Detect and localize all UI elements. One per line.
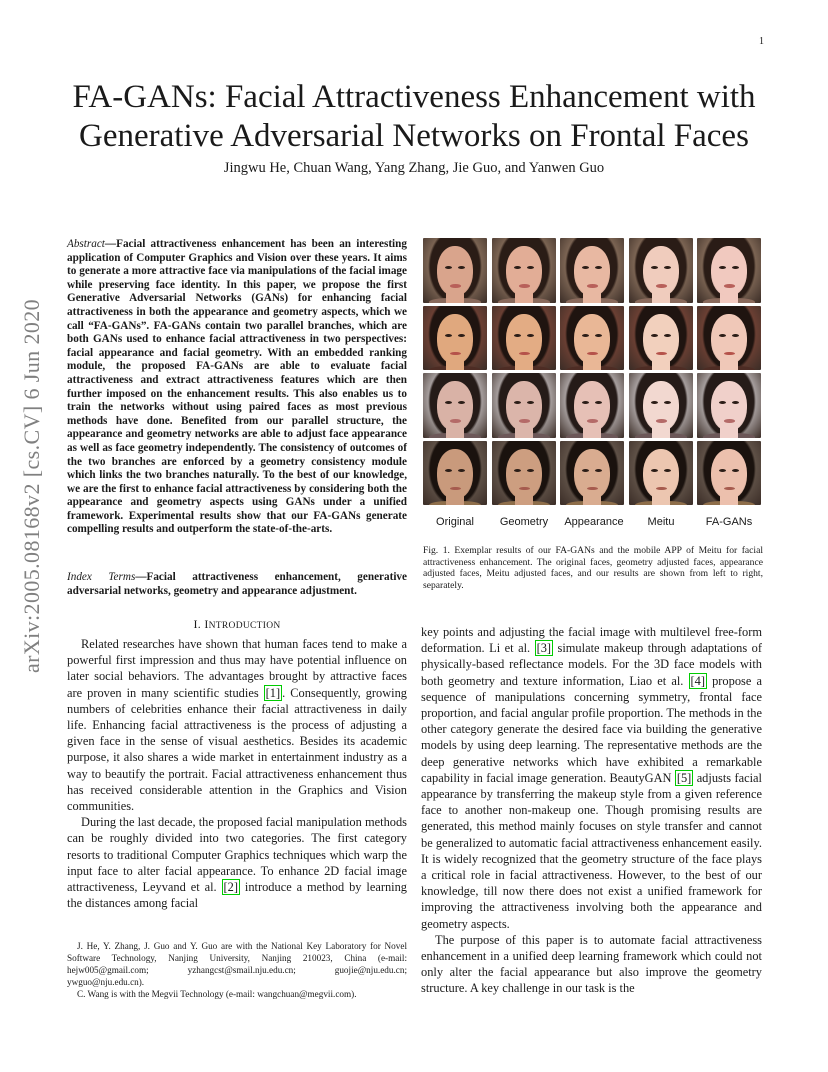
face	[437, 246, 473, 296]
text-run: propose a sequence of manipulations concerning symmetry, frontal face proportion, and facial angular profile proportion. The methods in the other category generate the desired face via building the generative models by using deep learning. The representative methods are the deep generative networks which have exhibited a remarkable capability in facial image generation. BeautyGAN	[421, 673, 762, 785]
lips	[724, 352, 735, 356]
left-column-body	[67, 636, 407, 911]
face	[574, 314, 610, 364]
section-heading-introduction	[67, 617, 407, 632]
intro-paragraph-3	[421, 624, 762, 932]
arxiv-stamp: arXiv:2005.08168v2 [cs.CV] 6 Jun 2020	[19, 298, 44, 674]
face	[711, 381, 747, 431]
face	[437, 381, 473, 431]
figure-label-original: Original	[436, 516, 474, 528]
lips	[519, 352, 530, 356]
lips	[656, 487, 667, 491]
text-run: . Consequently, growing numbers of celebrities enhance their facial attractiveness in daily life. Enhancing facial attractiveness is the process of adjusting a given face in the sense of visual aesthetics. Besides its academic purpose, it also shares a wide market in entertainment industry as a way to beautify the portrait. Facial attractiveness enhancement thus has received considerable attention in the Graphics and Vision communities.	[67, 685, 407, 814]
right-eye	[732, 334, 739, 337]
left-eye	[651, 266, 658, 269]
right-eye	[595, 266, 602, 269]
footnote-2: C. Wang is with the Megvii Technology (e-mail: wangchuan@megvii.com).	[77, 989, 357, 999]
face-photo-row3-original	[423, 373, 487, 438]
face	[506, 314, 542, 364]
figure-label-appearance: Appearance	[564, 516, 624, 528]
section-title-initial: I	[204, 617, 209, 631]
face	[437, 314, 473, 364]
face	[506, 246, 542, 296]
left-eye	[651, 401, 658, 404]
face	[643, 314, 679, 364]
paper-title	[56, 78, 772, 156]
right-eye	[595, 334, 602, 337]
right-eye	[732, 401, 739, 404]
section-numeral: I.	[193, 617, 205, 631]
right-eye	[664, 266, 671, 269]
face-photo-row3-geometry	[492, 373, 556, 438]
title-line-2: Generative Adversarial Networks on Frontal Faces	[79, 118, 749, 154]
citation-link[interactable]: [3]	[536, 641, 552, 656]
face-photo-row3-meitu	[629, 373, 693, 438]
left-eye	[719, 401, 726, 404]
face	[711, 246, 747, 296]
face-photo-row1-meitu	[629, 238, 693, 303]
right-eye	[664, 469, 671, 472]
left-eye	[719, 334, 726, 337]
text-run: introduce a method by learning the distances among facial	[67, 880, 408, 911]
lips	[587, 352, 598, 356]
face-photo-row4-fa-gans	[697, 441, 761, 506]
citation-link[interactable]: [5]	[676, 770, 692, 785]
right-eye	[664, 334, 671, 337]
face	[506, 381, 542, 431]
right-eye	[595, 469, 602, 472]
figure-1-face-grid	[423, 238, 761, 510]
citation-link[interactable]: [4]	[690, 673, 705, 688]
face	[574, 381, 610, 431]
face-photo-row1-geometry	[492, 238, 556, 303]
face-photo-row2-meitu	[629, 306, 693, 371]
face-photo-row3-fa-gans	[697, 373, 761, 438]
figure-label-meitu: Meitu	[647, 516, 675, 528]
face	[643, 381, 679, 431]
lips	[724, 487, 735, 491]
left-eye	[514, 266, 521, 269]
lips	[450, 419, 461, 423]
section-title-rest: NTRODUCTION	[208, 621, 281, 631]
text-run: key points and adjusting the facial image with multilevel free-form deformation. Li et al.	[421, 625, 762, 656]
lips	[724, 284, 735, 288]
lips	[656, 419, 667, 423]
index-terms-lead: Index Terms	[67, 571, 136, 583]
lips	[656, 284, 667, 288]
page-number: 1	[759, 36, 764, 47]
lips	[519, 419, 530, 423]
lips	[587, 419, 598, 423]
right-eye	[458, 266, 465, 269]
face	[574, 449, 610, 499]
figure-1-column-labels	[423, 516, 765, 530]
face-photo-row3-appearance	[560, 373, 624, 438]
right-eye	[527, 334, 534, 337]
face	[711, 314, 747, 364]
left-eye	[582, 334, 589, 337]
face	[711, 449, 747, 499]
abstract-text: —Facial attractiveness enhancement has been an interesting application of Computer Graphics and Vision over these years. It aims to generate a more attractive face via manipulations of the facial image while preserving face identity. In this paper, we propose the first Generative Adversarial Networks (GANs) for enhancing facial attractiveness in both the appearance and geometry aspects, which we call “FA-GANs”. FA-GANs contain two parallel branches, which are both GANs used to enhance facial attractiveness in two perspectives: facial appearance and facial geometry. With an embedded ranking module, the proposed FA-GANs are able to evaluate facial attractiveness and extract attractiveness features which are then further imposed on the enhancement results. This also enables us to train the networks without using paired faces as most previous methods have done. Benefited from our parallel structure, the appearance and geometry networks are able to adjust face appearance as well as face geometry independently. The consistency of outcomes of the two branches are enforced by a geometry consistency module which links the two branches naturally. To the best of our knowledge, we are the first to enhance facial attractiveness by considering both the appearance and geometry aspects using GANs under a unified framework. Experimental results show that our FA-GANs generate compelling results and outperform the state-of-the-arts.	[67, 238, 407, 536]
abstract	[67, 238, 407, 537]
right-eye	[664, 401, 671, 404]
text-run: adjusts facial appearance by transferring the makeup style from a given reference face to another non-makeup one. Though promising results are generated, this method mainly focuses on style transfer and cannot be generalized to automatic facial attractiveness enhancement easily. It is widely recognized that the geometry structure of the face plays a critical role in facial attractiveness. However, to the best of our knowledge, till now there does not exist a unified framework for improving the attractiveness involving both the appearance and geometry aspects.	[421, 770, 762, 931]
right-eye	[732, 469, 739, 472]
left-eye	[445, 334, 452, 337]
face-photo-row1-fa-gans	[697, 238, 761, 303]
lips	[587, 487, 598, 491]
face	[437, 449, 473, 499]
left-eye	[651, 334, 658, 337]
right-eye	[458, 334, 465, 337]
left-eye	[445, 401, 452, 404]
abstract-lead: Abstract	[67, 238, 105, 250]
right-eye	[732, 266, 739, 269]
face-photo-row4-original	[423, 441, 487, 506]
face-photo-row1-appearance	[560, 238, 624, 303]
right-eye	[458, 401, 465, 404]
face-photo-row1-original	[423, 238, 487, 303]
face	[506, 449, 542, 499]
right-eye	[595, 401, 602, 404]
face-photo-row2-appearance	[560, 306, 624, 371]
left-eye	[582, 401, 589, 404]
left-eye	[582, 469, 589, 472]
lips	[587, 284, 598, 288]
face-photo-row2-fa-gans	[697, 306, 761, 371]
left-eye	[651, 469, 658, 472]
face-photo-row2-geometry	[492, 306, 556, 371]
intro-paragraph-2	[67, 814, 407, 911]
left-eye	[514, 469, 521, 472]
footnote-affiliations	[67, 940, 407, 1000]
face-photo-row4-meitu	[629, 441, 693, 506]
face	[574, 246, 610, 296]
intro-paragraph-4: The purpose of this paper is to automate facial attractiveness enhancement in a unified deep learning framework which could not only alter the facial appearance but also improve the geometry structure. A key challenge in our task is the	[421, 932, 762, 996]
left-eye	[514, 334, 521, 337]
lips	[519, 284, 530, 288]
left-eye	[514, 401, 521, 404]
arxiv-stamp-margin	[0, 0, 60, 1072]
citation-link[interactable]: [1]	[265, 685, 281, 700]
intro-paragraph-1	[67, 636, 407, 814]
face	[643, 246, 679, 296]
author-list: Jingwu He, Chuan Wang, Yang Zhang, Jie Guo, and Yanwen Guo	[223, 160, 605, 176]
lips	[450, 487, 461, 491]
face-photo-row4-geometry	[492, 441, 556, 506]
lips	[724, 419, 735, 423]
left-eye	[445, 266, 452, 269]
left-eye	[445, 469, 452, 472]
index-terms-text: —Facial attractiveness enhancement, generative adversarial networks, geometry and appearance adjustment.	[67, 571, 407, 597]
figure-label-geometry: Geometry	[499, 516, 549, 528]
face	[643, 449, 679, 499]
right-eye	[527, 266, 534, 269]
lips	[450, 352, 461, 356]
right-eye	[458, 469, 465, 472]
index-terms	[67, 571, 407, 598]
title-line-1: FA-GANs: Facial Attractiveness Enhancement with	[72, 79, 756, 115]
left-eye	[719, 469, 726, 472]
face-photo-row4-appearance	[560, 441, 624, 506]
citation-link[interactable]: [2]	[223, 880, 238, 895]
lips	[450, 284, 461, 288]
text-run: Related researches have shown that human faces tend to make a powerful first impression and thus may have potential influence on later social behaviors. The advantages brought by attractive faces are proven in many scientific studies	[67, 637, 407, 700]
figure-1-caption: Fig. 1. Exemplar results of our FA-GANs and the mobile APP of Meitu for facial attractiveness enhancement. The original faces, geometry adjusted faces, appearance adjusted faces, Meitu adjusted faces, and our results are shown from left to right, separately.	[423, 545, 763, 591]
left-eye	[582, 266, 589, 269]
figure-label-fa-gans: FA-GANs	[705, 516, 753, 528]
right-column-body	[421, 624, 762, 997]
text-run: simulate makeup through adaptations of physically-based reflectance models. For the 3D face models with both geometry and texture information, Liao et al.	[421, 641, 762, 688]
lips	[656, 352, 667, 356]
left-eye	[719, 266, 726, 269]
right-eye	[527, 469, 534, 472]
face-photo-row2-original	[423, 306, 487, 371]
footnote-1: J. He, Y. Zhang, J. Guo and Y. Guo are with the National Key Laboratory for Novel Software Technology, Nanjing University, Nanjing 210023, China (e-mail: hejw005@gmail.com; yzhangcst@smail.nju.edu.cn; guojie@nju.edu.cn; ywguo@nju.edu.cn).	[67, 941, 407, 987]
lips	[519, 487, 530, 491]
text-run: During the last decade, the proposed facial manipulation methods can be roughly divided into two categories. The first category resorts to traditional Computer Graphics techniques which warp the input face to alter facial appearance. To enhance 2D facial image attractiveness, Leyvand et al.	[67, 815, 407, 895]
right-eye	[527, 401, 534, 404]
